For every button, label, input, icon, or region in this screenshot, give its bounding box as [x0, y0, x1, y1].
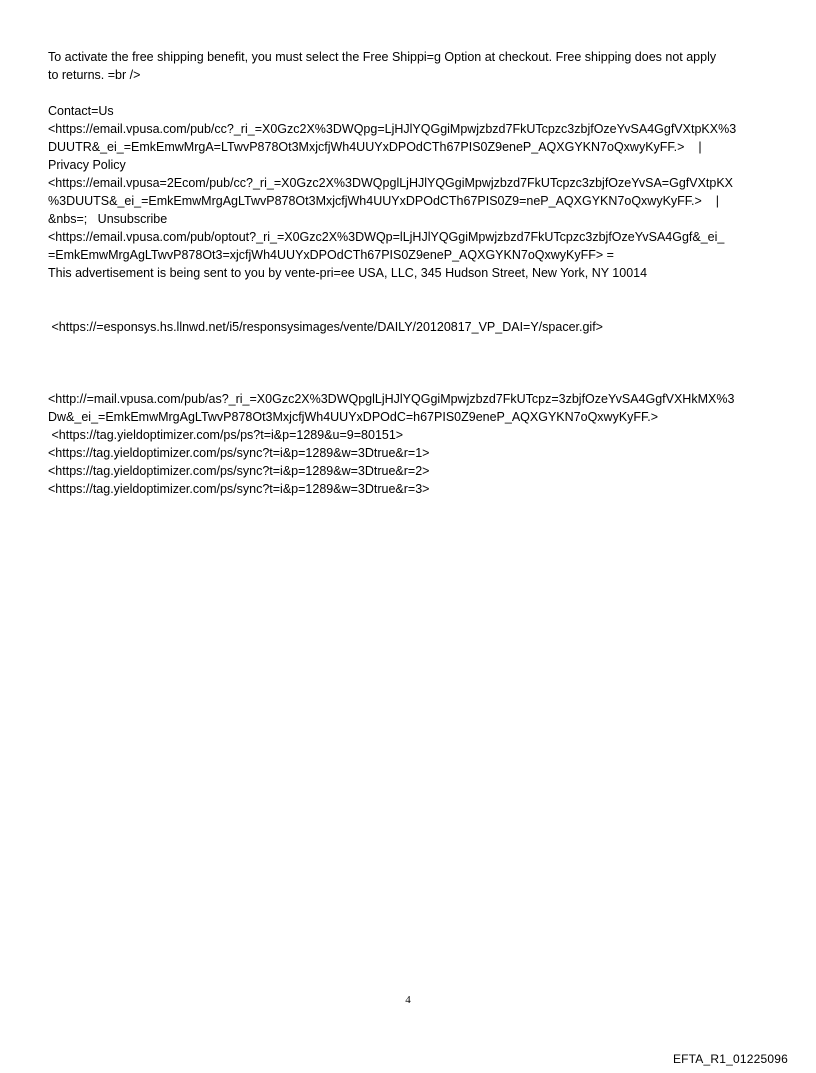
- unsubscribe-link-cont: =EmkEmwMrgAgLTwvP878Ot3=xjcfjWh4UUYxDPOdCTh67PIS0Z9eneP_AQXGYKN7oQxwyKyFF> =: [48, 248, 614, 262]
- spacer: [48, 84, 778, 102]
- document-id: EFTA_R1_01225096: [672, 1052, 788, 1066]
- unsubscribe-label: &nbs=; Unsubscribe: [48, 212, 168, 226]
- shipping-text-line-1: To activate the free shipping benefit, you must select the Free Shippi=g Option at checkout. Free shipping does not apply: [48, 50, 717, 64]
- tracking-url-3: <https://tag.yieldoptimizer.com/ps/sync?t=i&p=1289&w=3Dtrue&r=1>: [48, 446, 430, 460]
- advertisement-notice: This advertisement is being sent to you by vente-pri=ee USA, LLC, 345 Hudson Street, New York, NY 10014: [48, 266, 648, 280]
- contact-us-link-cont: DUUTR&_ei_=EmkEmwMrgA=LTwvP878Ot3MxjcfjWh4UUYxDPOdCTh67PIS0Z9eneP_AQXGYKN7oQxwyKyFF.> |: [48, 140, 702, 154]
- document-body: [48, 48, 778, 498]
- tracking-url-2: <https://tag.yieldoptimizer.com/ps/ps?t=i&p=1289&u=9=80151>: [48, 428, 404, 442]
- spacer: [48, 372, 778, 390]
- privacy-policy-link-cont: %3DUUTS&_ei_=EmkEmwMrgAgLTwvP878Ot3MxjcfjWh4UUYxDPOdCTh67PIS0Z9=neP_AQXGYKN7oQxwyKyFF.> |: [48, 194, 719, 208]
- spacer: [48, 282, 778, 318]
- tracking-url-1: <http://=mail.vpusa.com/pub/as?_ri_=X0Gzc2X%3DWQpglLjHJlYQGgiMpwjzbzd7FkUTcpz=3zbjfOzeYvSA4GgfVXHkMX%3: [48, 392, 735, 406]
- tracking-url-5: <https://tag.yieldoptimizer.com/ps/sync?t=i&p=1289&w=3Dtrue&r=3>: [48, 482, 430, 496]
- unsubscribe-link: <https://email.vpusa.com/pub/optout?_ri_=X0Gzc2X%3DWQp=lLjHJlYQGgiMpwjzbzd7FkUTcpzc3zbjfOzeYvSA4Ggf&_ei_: [48, 230, 725, 244]
- shipping-text-line-2: to returns. =br />: [48, 68, 141, 82]
- privacy-policy-link: <https://email.vpusa=2Ecom/pub/cc?_ri_=X0Gzc2X%3DWQpglLjHJlYQGgiMpwjzbzd7FkUTcpzc3zbjfOzeYvSA=GgfVXtpKX: [48, 176, 734, 190]
- tracking-url-4: <https://tag.yieldoptimizer.com/ps/sync?t=i&p=1289&w=3Dtrue&r=2>: [48, 464, 430, 478]
- spacer: [48, 336, 778, 372]
- privacy-policy-label: Privacy Policy: [48, 158, 126, 172]
- page-number: 4: [405, 994, 411, 1006]
- contact-us-link: <https://email.vpusa.com/pub/cc?_ri_=X0Gzc2X%3DWQpg=LjHJlYQGgiMpwjzbzd7FkUTcpzc3zbjfOzeYvSA4GgfVXtpKX%3: [48, 122, 737, 136]
- tracking-url-1-cont: Dw&_ei_=EmkEmwMrgAgLTwvP878Ot3MxjcfjWh4UUYxDPOdC=h67PIS0Z9eneP_AQXGYKN7oQxwyKyFF.>: [48, 410, 659, 424]
- spacer-image-url: <https://=esponsys.hs.llnwd.net/i5/responsysimages/vente/DAILY/20120817_VP_DAI=Y/spacer.gif>: [48, 320, 603, 334]
- contact-us-label: Contact=Us: [48, 104, 114, 118]
